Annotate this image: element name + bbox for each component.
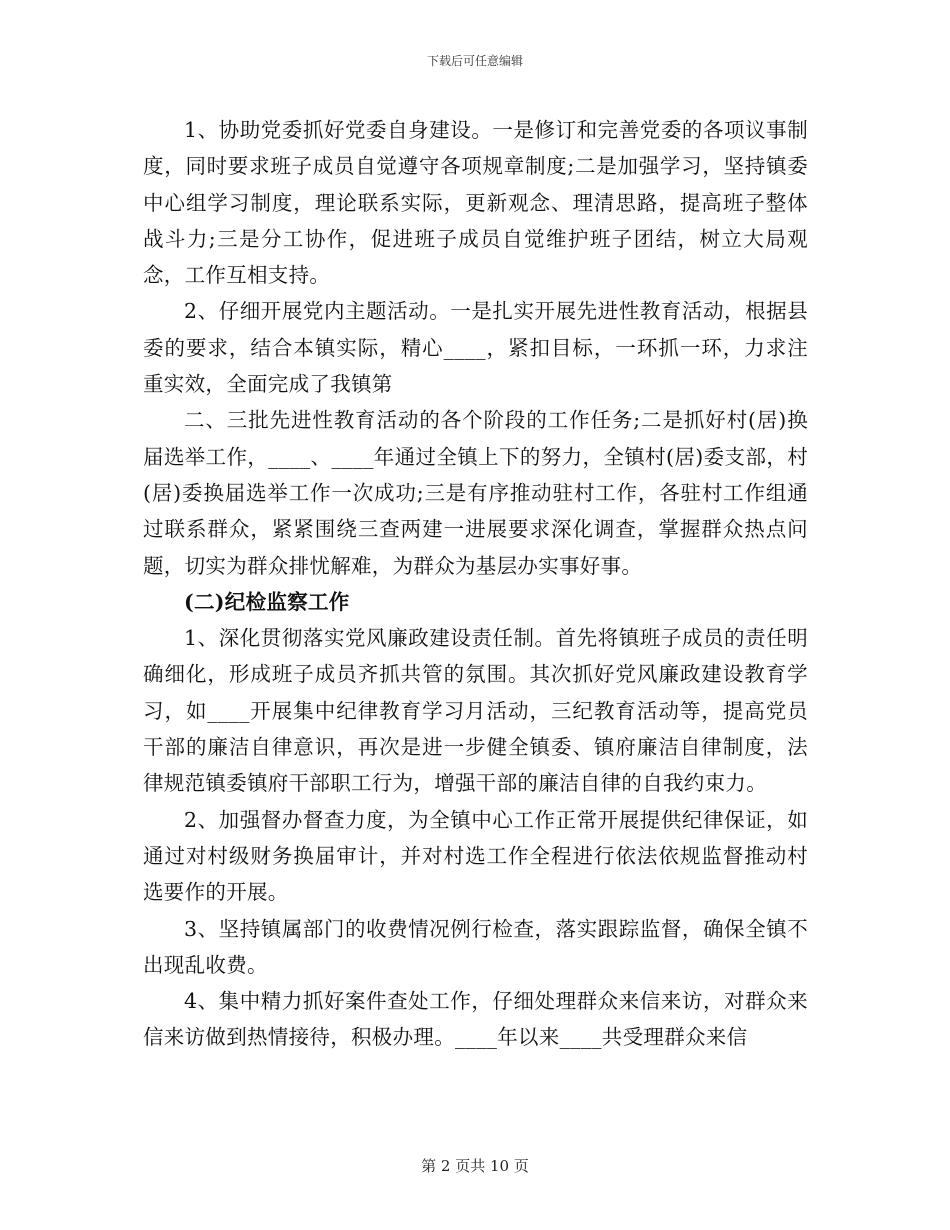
paragraph-8: 4、集中精力抓好案件查处工作，仔细处理群众来信来访，对群众来信来访做到热情接待，积极办理。____年以来____共受理群众来信 bbox=[143, 989, 808, 1050]
paragraph-7: 3、坚持镇属部门的收费情况例行检查，落实跟踪监督，确保全镇不出现乱收费。 bbox=[143, 916, 808, 977]
page-footer: 第 2 页共 10 页 bbox=[421, 1157, 529, 1175]
paragraph-2: 2、仔细开展党内主题活动。一是扎实开展先进性教育活动，根据县委的要求，结合本镇实际，精心____，紧扣目标，一环抓一环，力求注重实效，全面完成了我镇第 bbox=[143, 299, 808, 397]
paragraph-3: 二、三批先进性教育活动的各个阶段的工作任务;二是抓好村(居)换届选举工作，____、____年通过全镇上下的努力，全镇村(居)委支部，村(居)委换届选举工作一次成功;三是有序推动驻村工作，各驻村工作组通过联系群众，紧紧围绕三查两建一进展要求深化调查，掌握群众热点问题，切实为群众排忧解难，为群众为基层办实事好事。 bbox=[143, 408, 808, 578]
paragraph-5: 1、深化贯彻落实党风廉政建设责任制。首先将镇班子成员的责任明确细化，形成班子成员齐抓共管的氛围。其次抓好党风廉政建设教育学习，如____开展集中纪律教育学习月活动，三纪教育活动等，提高党员干部的廉洁自律意识，再次是进一步健全镇委、镇府廉洁自律制度，法律规范镇委镇府干部职工行为，增强干部的廉洁自律的自我约束力。 bbox=[143, 626, 808, 796]
paragraph-6: 2、加强督办督查力度，为全镇中心工作正常开展提供纪律保证，如通过对村级财务换届审计，并对村选工作全程进行依法依规监督推动村选要作的开展。 bbox=[143, 807, 808, 905]
paragraph-1: 1、协助党委抓好党委自身建设。一是修订和完善党委的各项议事制度，同时要求班子成员自觉遵守各项规章制度;二是加强学习，坚持镇委中心组学习制度，理论联系实际，更新观念、理清思路，提高班子整体战斗力;三是分工协作，促进班子成员自觉维护班子团结，树立大局观念，工作互相支持。 bbox=[143, 118, 808, 288]
section-heading: (二)纪检监察工作 bbox=[184, 589, 350, 614]
document-body bbox=[143, 112, 808, 1056]
page-header: 下载后可任意编辑 bbox=[426, 54, 523, 68]
